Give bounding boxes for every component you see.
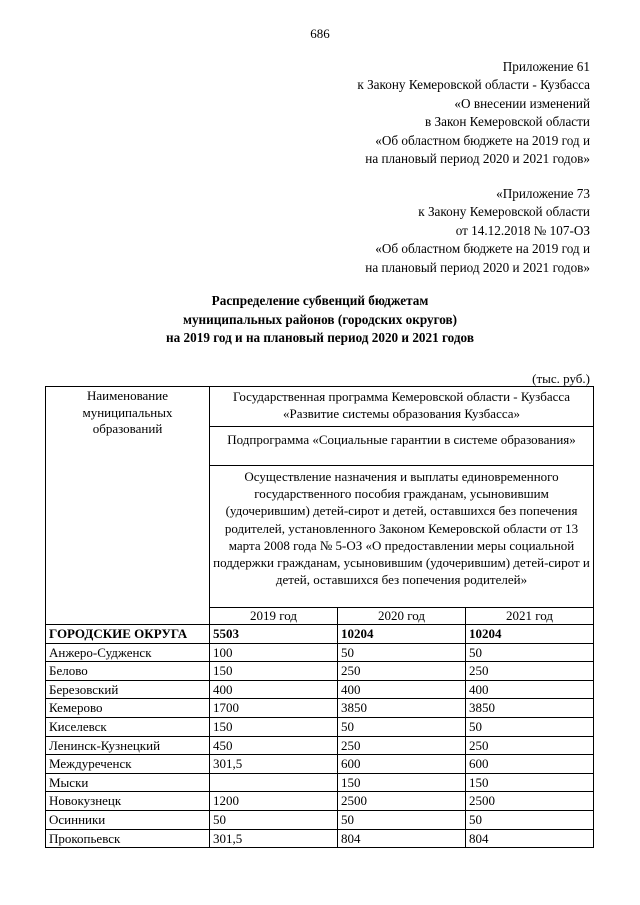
- row-name: Ленинск-Кузнецкий: [46, 736, 210, 755]
- row-value-2021: 600: [466, 755, 594, 774]
- row-value-2019: [210, 773, 338, 792]
- year-header: 2021 год: [466, 608, 594, 625]
- table-row: [46, 773, 594, 792]
- row-value-2021: 2500: [466, 792, 594, 811]
- appendix-line: Приложение 61: [502, 59, 590, 74]
- measure-header: Осуществление назначения и выплаты единовременного государственного пособия гражданам, усыновившим (удочерившим) детей-сирот и детей, оставшихся без попечения родителей, установленного Законом Кемеровской области от 13 марта 2008 года № 5-ОЗ «О предоставлении меры социальной поддержки гражданам, усыновившим (удочерившим) детей-сирот и детей, оставшихся без попечения родителей»: [210, 466, 594, 608]
- appendix-61-block: [357, 58, 590, 168]
- column-header-name: Наименование муниципальных образований: [46, 387, 210, 625]
- table-row: [46, 662, 594, 681]
- appendix-line: «Об областном бюджете на 2019 год и: [375, 241, 590, 257]
- appendix-line: к Закону Кемеровской области: [418, 204, 590, 220]
- row-value-2021: 3850: [466, 699, 594, 718]
- program-header: Государственная программа Кемеровской области - Кузбасса «Развитие системы образования Кузбасса»: [210, 387, 594, 427]
- row-value-2019: 150: [210, 717, 338, 736]
- title-line: муниципальных районов (городских округов): [182, 311, 458, 327]
- table-row: [46, 755, 594, 774]
- appendix-line: от 14.12.2018 № 107-ОЗ: [455, 222, 590, 238]
- row-value-2021: 10204: [466, 625, 594, 644]
- row-name: ГОРОДСКИЕ ОКРУГА: [46, 625, 210, 644]
- row-value-2019: 400: [210, 680, 338, 699]
- row-value-2021: 400: [466, 680, 594, 699]
- row-name: Прокопьевск: [46, 829, 210, 848]
- table-row-total: [46, 625, 594, 644]
- row-value-2021: 150: [466, 773, 594, 792]
- row-value-2019: 5503: [210, 625, 338, 644]
- row-name: Белово: [46, 662, 210, 681]
- units-label: (тыс. руб.): [532, 371, 590, 386]
- row-name: Осинники: [46, 810, 210, 829]
- appendix-line: на плановый период 2020 и 2021 годов»: [365, 151, 590, 167]
- row-value-2020: 150: [338, 773, 466, 792]
- row-name: Кемерово: [46, 699, 210, 718]
- year-header: 2019 год: [210, 608, 338, 625]
- title-line: на 2019 год и на плановый период 2020 и 2021 годов: [166, 330, 474, 346]
- table-row: [46, 680, 594, 699]
- row-value-2019: 1700: [210, 699, 338, 718]
- row-value-2019: 450: [210, 736, 338, 755]
- row-value-2020: 250: [338, 662, 466, 681]
- table-row: [46, 736, 594, 755]
- row-value-2021: 804: [466, 829, 594, 848]
- table-row: [46, 829, 594, 848]
- document-title: [0, 292, 640, 348]
- row-value-2020: 50: [338, 643, 466, 662]
- table-row: [46, 810, 594, 829]
- appendix-line: в Закон Кемеровской области: [425, 114, 590, 130]
- row-value-2019: 50: [210, 810, 338, 829]
- row-value-2020: 3850: [338, 699, 466, 718]
- row-value-2021: 50: [466, 810, 594, 829]
- row-value-2020: 400: [338, 680, 466, 699]
- row-value-2020: 10204: [338, 625, 466, 644]
- row-value-2020: 50: [338, 810, 466, 829]
- row-name: Междуреченск: [46, 755, 210, 774]
- appendix-line: «Приложение 73: [496, 186, 590, 201]
- row-value-2021: 250: [466, 736, 594, 755]
- table-row: [46, 792, 594, 811]
- row-name: Мыски: [46, 773, 210, 792]
- row-value-2019: 301,5: [210, 829, 338, 848]
- title-line: Распределение субвенций бюджетам: [211, 293, 429, 308]
- row-value-2020: 2500: [338, 792, 466, 811]
- subvention-table: [45, 386, 594, 848]
- row-name: Березовский: [46, 680, 210, 699]
- appendix-line: к Закону Кемеровской области - Кузбасса: [357, 77, 590, 93]
- appendix-73-block: [365, 185, 590, 277]
- table-row: [46, 643, 594, 662]
- subprogram-header: Подпрограмма «Социальные гарантии в системе образования»: [210, 427, 594, 466]
- table-row: [46, 717, 594, 736]
- row-value-2020: 804: [338, 829, 466, 848]
- year-header: 2020 год: [338, 608, 466, 625]
- row-name: Анжеро-Судженск: [46, 643, 210, 662]
- row-value-2020: 250: [338, 736, 466, 755]
- appendix-line: «О внесении изменений: [454, 95, 590, 111]
- row-value-2020: 600: [338, 755, 466, 774]
- page-number: 686: [310, 26, 330, 41]
- row-value-2021: 50: [466, 717, 594, 736]
- appendix-line: «Об областном бюджете на 2019 год и: [375, 132, 590, 148]
- row-value-2019: 1200: [210, 792, 338, 811]
- table-row: [46, 699, 594, 718]
- row-name: Киселевск: [46, 717, 210, 736]
- row-value-2020: 50: [338, 717, 466, 736]
- row-value-2019: 150: [210, 662, 338, 681]
- row-value-2021: 250: [466, 662, 594, 681]
- row-value-2021: 50: [466, 643, 594, 662]
- row-value-2019: 301,5: [210, 755, 338, 774]
- row-value-2019: 100: [210, 643, 338, 662]
- row-name: Новокузнецк: [46, 792, 210, 811]
- appendix-line: на плановый период 2020 и 2021 годов»: [365, 259, 590, 275]
